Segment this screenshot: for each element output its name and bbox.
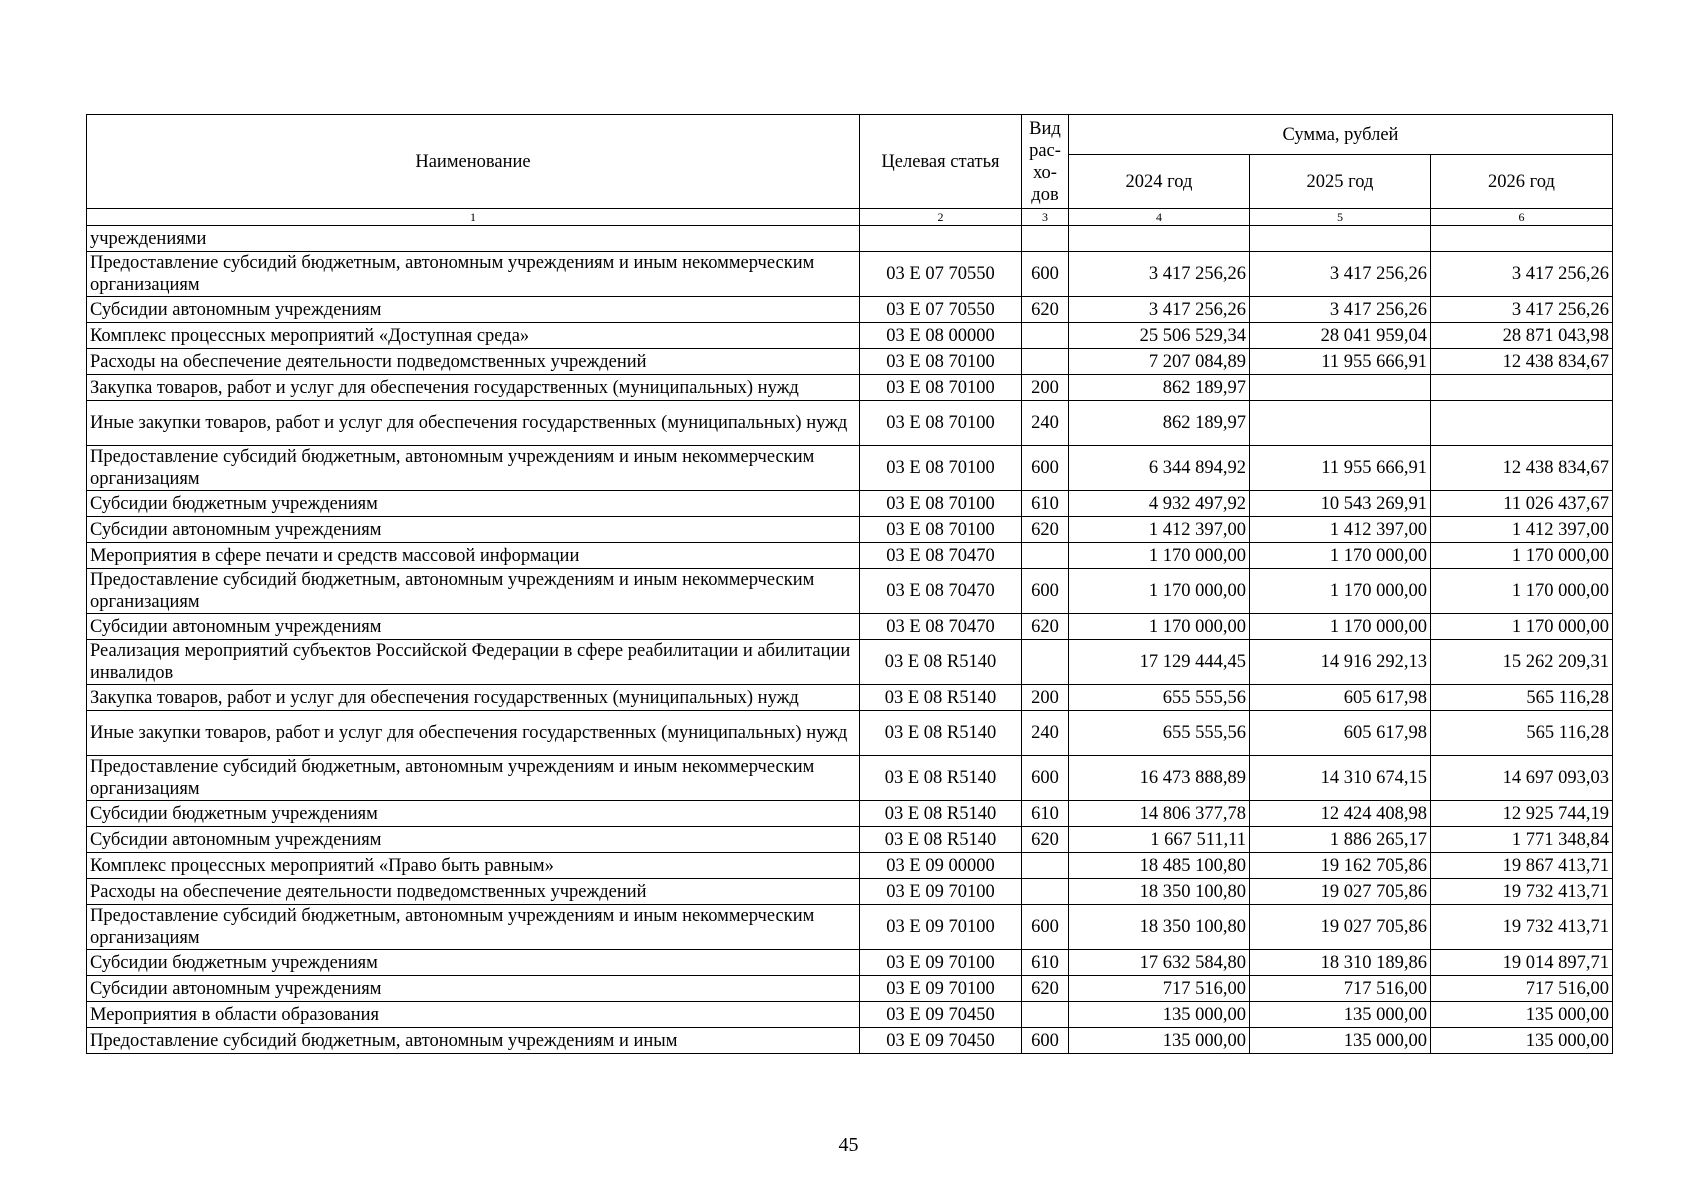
row-target-article: 03 Е 08 70100	[860, 517, 1022, 543]
row-amount-2024: 3 417 256,26	[1069, 252, 1250, 297]
row-amount-2024: 655 555,56	[1069, 685, 1250, 711]
row-target-article: 03 Е 08 70100	[860, 491, 1022, 517]
row-amount-2026	[1431, 375, 1613, 401]
table-row	[87, 905, 1613, 950]
header-code: Целевая статья	[860, 115, 1022, 209]
column-number-row	[87, 209, 1613, 226]
row-expense-type: 600	[1022, 252, 1069, 297]
row-amount-2026: 11 026 437,67	[1431, 491, 1613, 517]
row-name: Предоставление субсидий бюджетным, автономным учреждениям и иным некоммерческим организациям	[87, 569, 860, 614]
row-amount-2026: 19 014 897,71	[1431, 950, 1613, 976]
row-amount-2024: 14 806 377,78	[1069, 801, 1250, 827]
row-amount-2024: 1 412 397,00	[1069, 517, 1250, 543]
table-header	[87, 115, 1613, 226]
table-row	[87, 401, 1613, 446]
table-row	[87, 323, 1613, 349]
row-target-article: 03 Е 08 R5140	[860, 640, 1022, 685]
row-amount-2024: 17 129 444,45	[1069, 640, 1250, 685]
table-row	[87, 226, 1613, 252]
table-row	[87, 543, 1613, 569]
row-target-article: 03 Е 09 70100	[860, 950, 1022, 976]
row-amount-2025	[1250, 401, 1431, 446]
row-amount-2025: 135 000,00	[1250, 1028, 1431, 1054]
row-name: Комплекс процессных мероприятий «Доступная среда»	[87, 323, 860, 349]
row-name: Иные закупки товаров, работ и услуг для обеспечения государственных (муниципальных) нужд	[87, 711, 860, 756]
row-name: Субсидии автономным учреждениям	[87, 614, 860, 640]
table-row	[87, 1028, 1613, 1054]
header-year-2026: 2026 год	[1431, 155, 1613, 209]
column-number: 2	[860, 209, 1022, 226]
row-target-article: 03 Е 08 70470	[860, 569, 1022, 614]
row-name: учреждениями	[87, 226, 860, 252]
row-amount-2024: 6 344 894,92	[1069, 446, 1250, 491]
row-amount-2026: 19 732 413,71	[1431, 879, 1613, 905]
row-target-article	[860, 226, 1022, 252]
column-number: 6	[1431, 209, 1613, 226]
row-target-article: 03 Е 08 70100	[860, 375, 1022, 401]
table-row	[87, 614, 1613, 640]
table-row	[87, 801, 1613, 827]
table-row	[87, 711, 1613, 756]
row-expense-type: 200	[1022, 685, 1069, 711]
row-expense-type: 620	[1022, 297, 1069, 323]
row-amount-2026: 1 170 000,00	[1431, 614, 1613, 640]
row-amount-2026: 1 170 000,00	[1431, 569, 1613, 614]
row-target-article: 03 Е 08 70100	[860, 349, 1022, 375]
row-amount-2024: 1 667 511,11	[1069, 827, 1250, 853]
row-amount-2026: 12 925 744,19	[1431, 801, 1613, 827]
row-name: Предоставление субсидий бюджетным, автономным учреждениям и иным	[87, 1028, 860, 1054]
header-year-2024: 2024 год	[1069, 155, 1250, 209]
row-expense-type: 620	[1022, 827, 1069, 853]
row-amount-2024: 7 207 084,89	[1069, 349, 1250, 375]
page-number: 45	[838, 1134, 859, 1156]
row-target-article: 03 Е 08 70100	[860, 401, 1022, 446]
row-amount-2026: 565 116,28	[1431, 685, 1613, 711]
row-amount-2025: 10 543 269,91	[1250, 491, 1431, 517]
row-amount-2026: 28 871 043,98	[1431, 323, 1613, 349]
header-year-2025: 2025 год	[1250, 155, 1431, 209]
row-name: Закупка товаров, работ и услуг для обеспечения государственных (муниципальных) нужд	[87, 375, 860, 401]
table-row	[87, 375, 1613, 401]
row-expense-type: 610	[1022, 491, 1069, 517]
row-expense-type: 240	[1022, 401, 1069, 446]
row-expense-type	[1022, 853, 1069, 879]
row-amount-2025: 1 170 000,00	[1250, 569, 1431, 614]
row-name: Мероприятия в сфере печати и средств массовой информации	[87, 543, 860, 569]
row-name: Субсидии автономным учреждениям	[87, 827, 860, 853]
row-amount-2025: 28 041 959,04	[1250, 323, 1431, 349]
table-row	[87, 491, 1613, 517]
row-expense-type: 610	[1022, 801, 1069, 827]
row-amount-2024: 1 170 000,00	[1069, 569, 1250, 614]
row-name: Закупка товаров, работ и услуг для обеспечения государственных (муниципальных) нужд	[87, 685, 860, 711]
row-amount-2024: 25 506 529,34	[1069, 323, 1250, 349]
row-amount-2026: 15 262 209,31	[1431, 640, 1613, 685]
row-name: Субсидии автономным учреждениям	[87, 297, 860, 323]
header-sum: Сумма, рублей	[1069, 115, 1613, 155]
row-amount-2026: 135 000,00	[1431, 1002, 1613, 1028]
row-name: Предоставление субсидий бюджетным, автономным учреждениям и иным некоммерческим организациям	[87, 905, 860, 950]
row-amount-2025: 1 886 265,17	[1250, 827, 1431, 853]
row-target-article: 03 Е 09 70100	[860, 879, 1022, 905]
header-name: Наименование	[87, 115, 860, 209]
row-name: Предоставление субсидий бюджетным, автономным учреждениям и иным некоммерческим организациям	[87, 252, 860, 297]
row-amount-2024: 1 170 000,00	[1069, 543, 1250, 569]
row-name: Комплекс процессных мероприятий «Право быть равным»	[87, 853, 860, 879]
row-amount-2024: 18 485 100,80	[1069, 853, 1250, 879]
row-amount-2026: 717 516,00	[1431, 976, 1613, 1002]
row-target-article: 03 Е 09 70100	[860, 976, 1022, 1002]
row-amount-2026: 565 116,28	[1431, 711, 1613, 756]
row-expense-type	[1022, 226, 1069, 252]
row-amount-2024: 18 350 100,80	[1069, 879, 1250, 905]
row-expense-type: 610	[1022, 950, 1069, 976]
row-amount-2024: 862 189,97	[1069, 375, 1250, 401]
table-row	[87, 853, 1613, 879]
row-amount-2026: 3 417 256,26	[1431, 297, 1613, 323]
row-amount-2024: 1 170 000,00	[1069, 614, 1250, 640]
row-amount-2024: 4 932 497,92	[1069, 491, 1250, 517]
row-name: Предоставление субсидий бюджетным, автономным учреждениям и иным некоммерческим организациям	[87, 756, 860, 801]
row-expense-type	[1022, 323, 1069, 349]
row-amount-2024: 17 632 584,80	[1069, 950, 1250, 976]
row-amount-2026: 1 412 397,00	[1431, 517, 1613, 543]
row-amount-2025: 1 170 000,00	[1250, 543, 1431, 569]
row-amount-2024: 135 000,00	[1069, 1028, 1250, 1054]
row-amount-2026: 1 170 000,00	[1431, 543, 1613, 569]
row-name: Субсидии бюджетным учреждениям	[87, 950, 860, 976]
row-amount-2025: 18 310 189,86	[1250, 950, 1431, 976]
row-amount-2024: 655 555,56	[1069, 711, 1250, 756]
row-amount-2024: 135 000,00	[1069, 1002, 1250, 1028]
row-target-article: 03 Е 08 R5140	[860, 685, 1022, 711]
row-amount-2025: 12 424 408,98	[1250, 801, 1431, 827]
row-expense-type: 620	[1022, 614, 1069, 640]
row-name: Расходы на обеспечение деятельности подведомственных учреждений	[87, 879, 860, 905]
row-expense-type	[1022, 543, 1069, 569]
row-amount-2026: 19 867 413,71	[1431, 853, 1613, 879]
row-expense-type	[1022, 879, 1069, 905]
table-row	[87, 827, 1613, 853]
row-amount-2025: 19 027 705,86	[1250, 879, 1431, 905]
table-row	[87, 517, 1613, 543]
row-amount-2024: 862 189,97	[1069, 401, 1250, 446]
row-amount-2025: 605 617,98	[1250, 711, 1431, 756]
row-amount-2025: 14 310 674,15	[1250, 756, 1431, 801]
row-target-article: 03 Е 08 70100	[860, 446, 1022, 491]
row-name: Субсидии бюджетным учреждениям	[87, 801, 860, 827]
column-number: 1	[87, 209, 860, 226]
row-target-article: 03 Е 08 R5140	[860, 756, 1022, 801]
row-amount-2025: 11 955 666,91	[1250, 349, 1431, 375]
row-target-article: 03 Е 07 70550	[860, 252, 1022, 297]
row-amount-2026: 135 000,00	[1431, 1028, 1613, 1054]
row-target-article: 03 Е 08 70470	[860, 543, 1022, 569]
table-row	[87, 1002, 1613, 1028]
row-expense-type: 620	[1022, 976, 1069, 1002]
row-target-article: 03 Е 08 70470	[860, 614, 1022, 640]
row-target-article: 03 Е 08 R5140	[860, 711, 1022, 756]
row-name: Иные закупки товаров, работ и услуг для обеспечения государственных (муниципальных) нужд	[87, 401, 860, 446]
row-expense-type: 600	[1022, 905, 1069, 950]
row-amount-2024: 717 516,00	[1069, 976, 1250, 1002]
row-expense-type	[1022, 349, 1069, 375]
row-amount-2025: 1 412 397,00	[1250, 517, 1431, 543]
row-amount-2026: 1 771 348,84	[1431, 827, 1613, 853]
table-row	[87, 976, 1613, 1002]
budget-table	[86, 114, 1613, 1054]
row-amount-2026	[1431, 226, 1613, 252]
row-amount-2024: 3 417 256,26	[1069, 297, 1250, 323]
row-target-article: 03 Е 08 00000	[860, 323, 1022, 349]
table-row	[87, 879, 1613, 905]
row-amount-2026: 19 732 413,71	[1431, 905, 1613, 950]
row-target-article: 03 Е 09 70450	[860, 1002, 1022, 1028]
row-amount-2025: 135 000,00	[1250, 1002, 1431, 1028]
table-row	[87, 252, 1613, 297]
row-amount-2026: 3 417 256,26	[1431, 252, 1613, 297]
row-amount-2025: 11 955 666,91	[1250, 446, 1431, 491]
row-amount-2025: 1 170 000,00	[1250, 614, 1431, 640]
row-target-article: 03 Е 09 70100	[860, 905, 1022, 950]
table-row	[87, 685, 1613, 711]
column-number: 3	[1022, 209, 1069, 226]
row-amount-2025: 19 162 705,86	[1250, 853, 1431, 879]
row-amount-2024: 16 473 888,89	[1069, 756, 1250, 801]
row-expense-type: 600	[1022, 756, 1069, 801]
row-amount-2025: 717 516,00	[1250, 976, 1431, 1002]
header-kind: Вид рас-хо-дов	[1022, 115, 1069, 209]
row-expense-type: 600	[1022, 569, 1069, 614]
row-target-article: 03 Е 09 00000	[860, 853, 1022, 879]
row-expense-type: 240	[1022, 711, 1069, 756]
row-target-article: 03 Е 07 70550	[860, 297, 1022, 323]
row-expense-type	[1022, 1002, 1069, 1028]
row-amount-2025: 3 417 256,26	[1250, 297, 1431, 323]
table-row	[87, 756, 1613, 801]
table-row	[87, 569, 1613, 614]
row-amount-2025: 14 916 292,13	[1250, 640, 1431, 685]
row-name: Субсидии бюджетным учреждениям	[87, 491, 860, 517]
column-number: 5	[1250, 209, 1431, 226]
table-row	[87, 950, 1613, 976]
row-expense-type	[1022, 640, 1069, 685]
row-expense-type: 620	[1022, 517, 1069, 543]
row-amount-2026	[1431, 401, 1613, 446]
row-name: Реализация мероприятий субъектов Российской Федерации в сфере реабилитации и абилитации инвалидов	[87, 640, 860, 685]
row-expense-type: 200	[1022, 375, 1069, 401]
row-name: Субсидии автономным учреждениям	[87, 517, 860, 543]
row-name: Мероприятия в области образования	[87, 1002, 860, 1028]
table-body	[87, 226, 1613, 1054]
row-name: Расходы на обеспечение деятельности подведомственных учреждений	[87, 349, 860, 375]
row-amount-2026: 12 438 834,67	[1431, 446, 1613, 491]
row-name: Предоставление субсидий бюджетным, автономным учреждениям и иным некоммерческим организациям	[87, 446, 860, 491]
row-expense-type: 600	[1022, 1028, 1069, 1054]
row-target-article: 03 Е 09 70450	[860, 1028, 1022, 1054]
row-name: Субсидии автономным учреждениям	[87, 976, 860, 1002]
row-amount-2026: 14 697 093,03	[1431, 756, 1613, 801]
table-row	[87, 349, 1613, 375]
row-amount-2025	[1250, 375, 1431, 401]
table-row	[87, 297, 1613, 323]
row-amount-2024: 18 350 100,80	[1069, 905, 1250, 950]
row-amount-2025	[1250, 226, 1431, 252]
row-target-article: 03 Е 08 R5140	[860, 827, 1022, 853]
row-amount-2024	[1069, 226, 1250, 252]
table-row	[87, 640, 1613, 685]
row-amount-2025: 605 617,98	[1250, 685, 1431, 711]
row-amount-2025: 19 027 705,86	[1250, 905, 1431, 950]
table-row	[87, 446, 1613, 491]
row-expense-type: 600	[1022, 446, 1069, 491]
row-amount-2025: 3 417 256,26	[1250, 252, 1431, 297]
row-amount-2026: 12 438 834,67	[1431, 349, 1613, 375]
column-number: 4	[1069, 209, 1250, 226]
row-target-article: 03 Е 08 R5140	[860, 801, 1022, 827]
